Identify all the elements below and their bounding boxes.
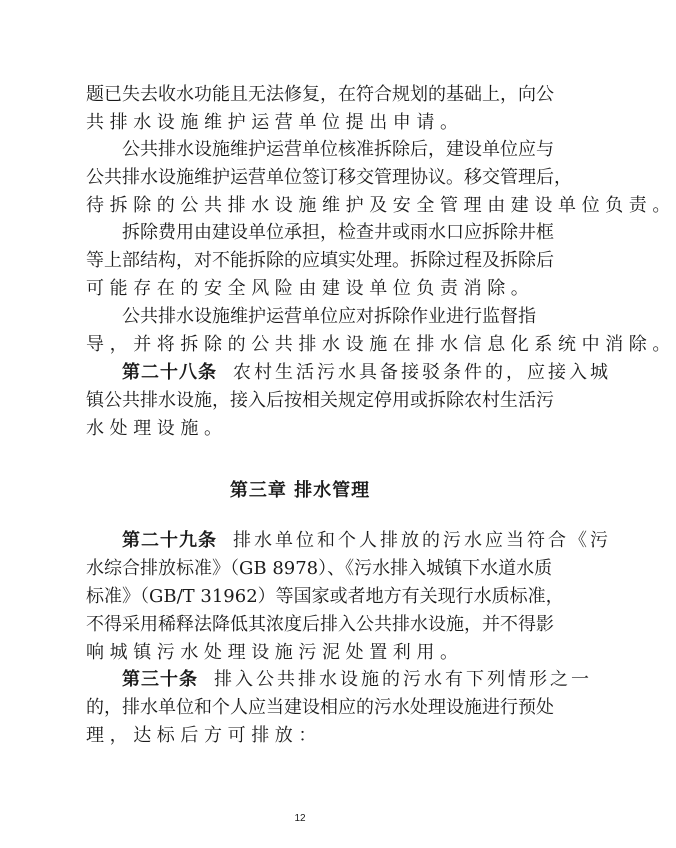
text-line: 不得采用稀释法降低其浓度后排入公共排水设施，并不得影 <box>86 614 554 635</box>
text-line: 镇公共排水设施，接入后按相关规定停用或拆除农村生活污 <box>86 390 554 411</box>
text-line: 待拆除的公共排水设施维护及安全管理由建设单位负责。 <box>86 195 676 216</box>
article-30-first-line <box>122 667 592 693</box>
article-28-first-line <box>122 360 611 386</box>
text-line: 排水单位和个人排放的污水应当符合《污 <box>233 530 611 551</box>
text-line: 的，排水单位和个人应当建设相应的污水处理设施进行预处 <box>86 697 554 718</box>
page-number: 12 <box>294 813 306 824</box>
text-line: 等上部结构，对不能拆除的应填实处理。拆除过程及拆除后 <box>86 250 554 271</box>
text-line: 水综合排放标准》（GB 8978）、《污水排入城镇下水道水质 <box>86 558 553 579</box>
article-label: 第三十条 <box>122 669 198 690</box>
text-line: 公共排水设施维护运营单位核准拆除后，建设单位应与 <box>122 139 554 160</box>
text-line: 响城镇污水处理设施污泥处置利用。 <box>86 642 464 663</box>
text-line: 排入公共排水设施的污水有下列情形之一 <box>214 669 592 690</box>
article-label: 第二十九条 <box>122 530 217 551</box>
text-line: 公共排水设施维护运营单位应对拆除作业进行监督指 <box>122 306 536 327</box>
text-line: 导，并将拆除的公共排水设施在排水信息化系统中消除。 <box>86 334 676 355</box>
text-line: 可能存在的安全风险由建设单位负责消除。 <box>86 278 535 299</box>
article-label: 第二十八条 <box>122 362 217 383</box>
text-line: 题已失去收水功能且无法修复，在符合规划的基础上，向公 <box>86 84 554 105</box>
text-line: 农村生活污水具备接驳条件的，应接入城 <box>233 362 611 383</box>
text-line: 水处理设施。 <box>86 418 228 439</box>
text-line: 标准》（GB/T 31962）等国家或者地方有关现行水质标准， <box>86 586 564 607</box>
chapter-title: 第三章 排水管理 <box>229 480 371 501</box>
article-29-first-line <box>122 528 611 554</box>
text-line: 拆除费用由建设单位承担，检查井或雨水口应拆除井框 <box>122 222 554 243</box>
text-line: 理，达标后方可排放： <box>86 725 322 746</box>
text-line: 公共排水设施维护运营单位签订移交管理协议。移交管理后， <box>86 167 572 188</box>
text-line: 共排水设施维护运营单位提出申请。 <box>86 112 464 133</box>
